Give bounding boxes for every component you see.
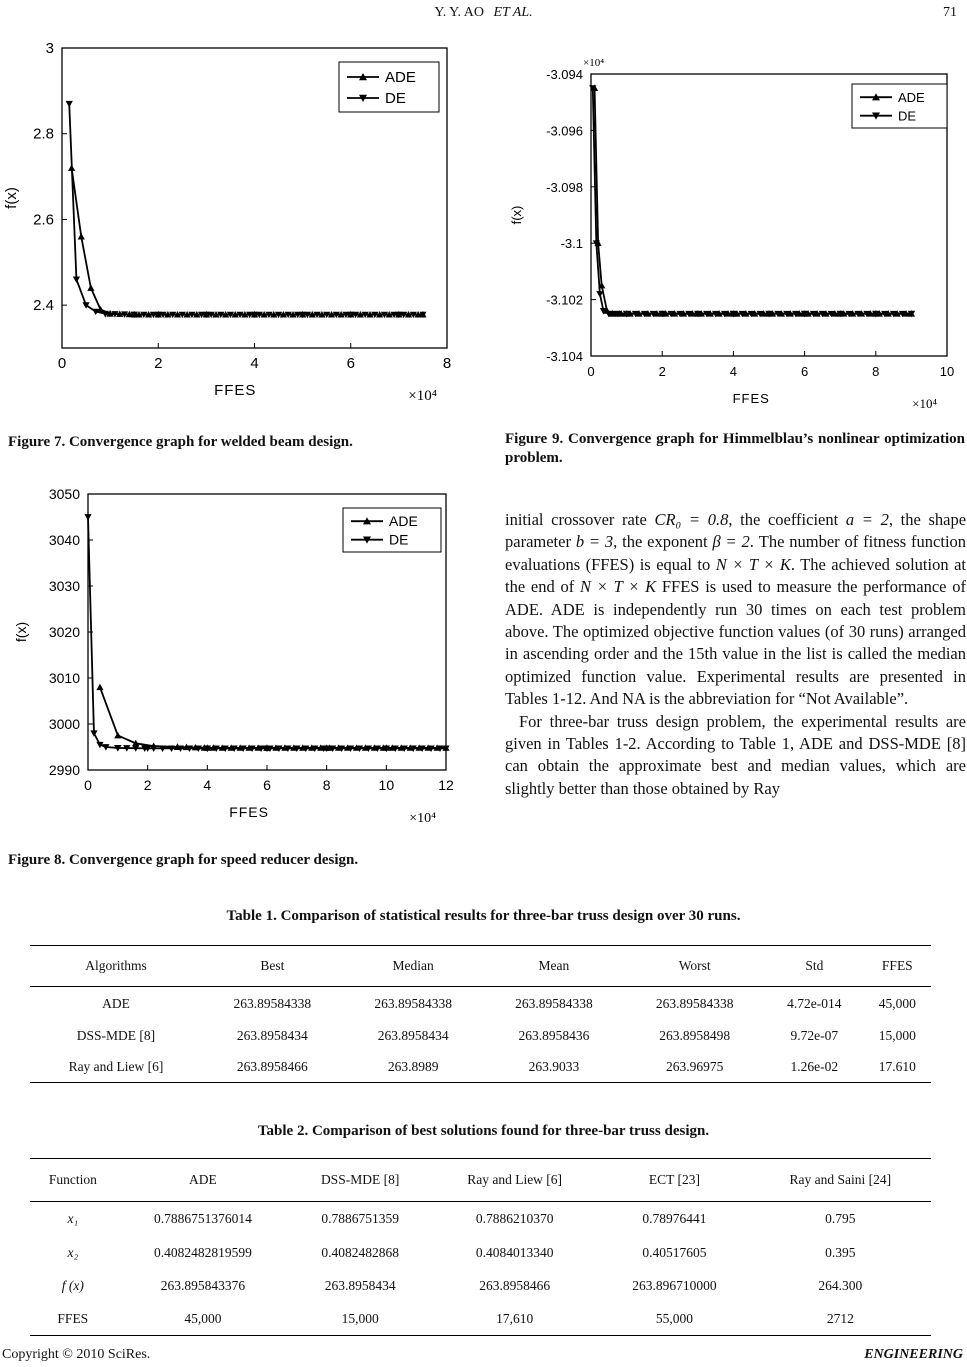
table-row <box>30 1052 931 1083</box>
figure-8-caption: Figure 8. Convergence graph for speed reducer design. <box>8 852 359 868</box>
table-cell: 45,000 <box>878 995 916 1011</box>
authors-etal: ET AL. <box>493 5 533 20</box>
table-cell: 17,610 <box>496 1310 534 1326</box>
series-marker <box>84 514 91 520</box>
table-cell: 263.89584338 <box>515 995 593 1011</box>
y-tick-label: 3040 <box>48 532 80 548</box>
table-cell: f (x) <box>61 1278 84 1293</box>
x-multiplier: ×10⁴ <box>912 396 937 411</box>
table-cell: 55,000 <box>655 1310 694 1326</box>
table-2-caption: Table 2. Comparison of best solutions found for three-bar truss design. <box>257 1123 710 1139</box>
table-row <box>30 1202 931 1237</box>
table-cell: 263.9033 <box>528 1058 580 1074</box>
table-row <box>30 1021 931 1052</box>
x-tick-label: 0 <box>587 364 595 379</box>
table-cell: 1.26e-02 <box>790 1058 839 1074</box>
fig9-chart <box>497 44 965 414</box>
table-cell: 2712 <box>826 1310 854 1326</box>
footer-copyright: Copyright © 2010 SciRes. <box>2 1347 151 1362</box>
y-tick-label: 3030 <box>48 578 80 594</box>
legend-label: ADE <box>385 69 416 86</box>
column-header: Algorithms <box>85 958 147 973</box>
y-tick-label: 2.8 <box>33 125 54 143</box>
x-tick-label: 6 <box>346 355 355 372</box>
paragraph-2: For three-bar truss design problem, the experimental results are given in Tables 1-2. According to Table 1, ADE and DSS-MDE [8] can obtain the approximate best and median values, which are slightly better than those obtained by Ray <box>505 711 966 798</box>
series-marker <box>596 291 603 297</box>
x-axis-label: FFES <box>229 804 269 820</box>
series-marker <box>78 233 85 239</box>
table-cell: 0.40517605 <box>642 1245 707 1260</box>
table-cell: 9.72e-07 <box>790 1028 839 1043</box>
table-cell: 0.78976441 <box>642 1211 707 1227</box>
table-cell: 17.610 <box>878 1058 916 1074</box>
table-cell: 0.7886751359 <box>321 1211 399 1227</box>
x-tick-label: 10 <box>378 777 395 793</box>
table-cell: 263.89584338 <box>374 995 452 1011</box>
table-cell: 263.8989 <box>387 1058 439 1074</box>
running-authors <box>0 5 967 21</box>
x-axis-label: FFES <box>732 391 770 406</box>
legend-label: DE <box>389 531 409 548</box>
x-tick-label: 4 <box>250 355 259 372</box>
table-cell: DSS-MDE [8] <box>76 1028 156 1043</box>
x-tick-label: 2 <box>658 364 666 379</box>
y-tick-label: 3010 <box>48 670 80 686</box>
table-cell: 263.96975 <box>665 1058 724 1074</box>
x-tick-label: 8 <box>442 355 452 372</box>
table-cell: 0.4084013340 <box>475 1245 554 1260</box>
column-header: FFES <box>881 958 913 973</box>
x-tick-label: 0 <box>57 355 67 372</box>
column-header: Std <box>805 958 824 973</box>
y-tick-label: -3.096 <box>546 123 583 139</box>
p1-text-f: . The achieved solution at the end of <box>505 554 966 597</box>
p1-b-eq: b = 3 <box>575 532 614 552</box>
figure-7 <box>2 40 472 418</box>
p1-beta: β = 2 <box>712 532 750 552</box>
x-multiplier: ×10⁴ <box>409 811 436 826</box>
table-1 <box>30 945 931 1083</box>
p1-text-g: FFES is used to measure the performance of ADE. ADE is independently run 30 times on each test problem above. The optimized objective function values (of 30 runs) arranged in ascending order and the 15th value in the list is called the median optimized function value. Experimental results are presented in Tables 1-12. And NA is the abbreviation for “Not Available”. <box>505 577 966 709</box>
series-marker <box>114 732 121 738</box>
body-text <box>505 509 966 800</box>
column-header: Ray and Saini [24] <box>789 1172 892 1187</box>
p1-text-a: initial crossover rate <box>505 510 647 529</box>
series-marker <box>66 101 73 107</box>
x-tick-label: 12 <box>438 777 454 793</box>
authors-prefix: Y. Y. AO <box>434 5 484 20</box>
legend-label: ADE <box>898 90 925 106</box>
x-tick-label: 4 <box>729 364 738 379</box>
table-cell: 0.795 <box>825 1211 856 1227</box>
column-header: ADE <box>189 1172 217 1187</box>
p1-cr: CR₀ = 0.8 <box>654 510 729 529</box>
column-header: Best <box>260 958 285 973</box>
table-cell: 0.4082482868 <box>321 1245 399 1260</box>
table-cell: 263.8958466 <box>236 1058 308 1074</box>
column-header: ECT [23] <box>648 1172 701 1187</box>
series-marker <box>87 284 94 290</box>
x-tick-label: 10 <box>939 364 955 379</box>
x-tick-label: 8 <box>322 777 331 793</box>
series-marker <box>96 684 103 690</box>
table-cell: 0.395 <box>825 1245 856 1260</box>
fig7-chart <box>2 40 472 418</box>
table-cell: x₁ <box>67 1211 79 1227</box>
p1-a-eq: a = 2 <box>845 510 889 529</box>
table-cell: x₂ <box>67 1245 79 1260</box>
column-header: Worst <box>678 958 711 973</box>
table-cell: 0.7886210370 <box>475 1211 554 1227</box>
y-tick-label: 2.4 <box>33 297 54 315</box>
legend-label: DE <box>898 108 917 124</box>
legend-label: DE <box>385 90 406 107</box>
y-tick-label: -3.1 <box>560 236 583 252</box>
legend-label: ADE <box>389 513 418 530</box>
table-cell: 0.7886751376014 <box>153 1211 252 1227</box>
page-number: 71 <box>943 5 957 20</box>
page-header <box>0 2 967 24</box>
y-tick-label: 2.6 <box>33 211 54 229</box>
x-tick-label: 0 <box>84 777 92 793</box>
table-cell: 15,000 <box>341 1310 379 1326</box>
table-cell: 263.895843376 <box>160 1278 246 1293</box>
series-line <box>100 687 446 748</box>
x-tick-label: 4 <box>203 777 212 793</box>
figure-9-caption: Figure 9. Convergence graph for Himmelblau’s nonlinear optimization problem. <box>505 431 965 466</box>
column-header: Median <box>392 958 434 973</box>
table-cell: 263.896710000 <box>632 1278 717 1293</box>
series-marker <box>73 277 80 283</box>
y-axis-label: f(x) <box>509 205 524 225</box>
y-tick-label: 2990 <box>48 762 80 778</box>
y-tick-label: 3020 <box>48 624 80 640</box>
table-header-row <box>30 1159 931 1202</box>
y-tick-label: -3.094 <box>546 67 583 82</box>
y-tick-label: 3000 <box>48 716 80 732</box>
x-tick-label: 6 <box>263 777 271 793</box>
table-cell: 263.89584338 <box>233 995 312 1011</box>
table-cell: 263.8958434 <box>236 1028 308 1043</box>
table-row <box>30 1237 931 1270</box>
table-cell: 263.8958436 <box>518 1028 590 1043</box>
column-header: Function <box>48 1172 97 1187</box>
table-cell: 263.89584338 <box>655 995 734 1011</box>
series-marker <box>90 730 97 736</box>
y-tick-label: -3.104 <box>546 349 583 364</box>
table-cell: 45,000 <box>184 1310 222 1326</box>
table-cell: 4.72e-014 <box>787 995 842 1011</box>
p1-ntk: N × T × K <box>715 554 791 574</box>
figure-8 <box>2 482 472 837</box>
footer-journal: ENGINEERING <box>864 1347 963 1362</box>
figure-9 <box>497 44 965 414</box>
x-tick-label: 8 <box>872 364 880 379</box>
paragraph-1 <box>505 509 966 711</box>
table-cell: Ray and Liew [6] <box>68 1058 164 1074</box>
p1-text-b: , the coefficient <box>728 510 839 529</box>
y-multiplier: ×10⁴ <box>583 57 605 69</box>
table-header-row <box>30 946 931 987</box>
x-tick-label: 2 <box>154 355 163 372</box>
x-multiplier: ×10⁴ <box>408 388 437 404</box>
figure-7-caption: Figure 7. Convergence graph for welded beam design. <box>8 434 353 450</box>
fig8-chart <box>2 482 472 837</box>
table-cell: 264.300 <box>818 1278 863 1293</box>
table-cell: 0.4082482819599 <box>153 1245 252 1260</box>
table-cell: 263.8958434 <box>377 1028 449 1043</box>
y-tick-label: 3 <box>45 40 54 57</box>
y-tick-label: -3.102 <box>546 292 583 308</box>
table-cell: 263.8958466 <box>479 1278 551 1293</box>
p1-text-c: , the shape parameter <box>505 510 967 552</box>
table-cell: 263.8958498 <box>659 1028 731 1043</box>
series-line <box>69 104 423 315</box>
table-2 <box>30 1158 931 1336</box>
column-header: Ray and Liew [6] <box>467 1172 563 1187</box>
x-tick-label: 2 <box>143 777 152 793</box>
column-header: Mean <box>538 958 570 973</box>
y-axis-label: f(x) <box>3 187 20 209</box>
table-1-caption: Table 1. Comparison of statistical results for three-bar truss design over 30 runs. <box>226 908 741 924</box>
p1-text-e: . The number of fitness function evaluations (FFES) is equal to <box>505 532 967 574</box>
y-tick-label: -3.098 <box>546 179 583 195</box>
table-cell: 263.8958434 <box>324 1278 396 1293</box>
x-tick-label: 6 <box>800 364 809 379</box>
table-cell: FFES <box>57 1310 89 1326</box>
table-row <box>30 987 931 1021</box>
table-row <box>30 1270 931 1303</box>
y-tick-label: 3050 <box>48 486 80 502</box>
series-line <box>72 168 423 315</box>
column-header: DSS-MDE [8] <box>320 1172 400 1187</box>
x-axis-label: FFES <box>214 382 257 399</box>
table-cell: 15,000 <box>878 1028 916 1043</box>
p1-ntk2: N × T × K <box>579 577 657 597</box>
table-cell: ADE <box>102 995 130 1011</box>
y-axis-label: f(x) <box>13 621 29 643</box>
p1-text-d: , the exponent <box>613 532 708 552</box>
table-row <box>30 1303 931 1336</box>
